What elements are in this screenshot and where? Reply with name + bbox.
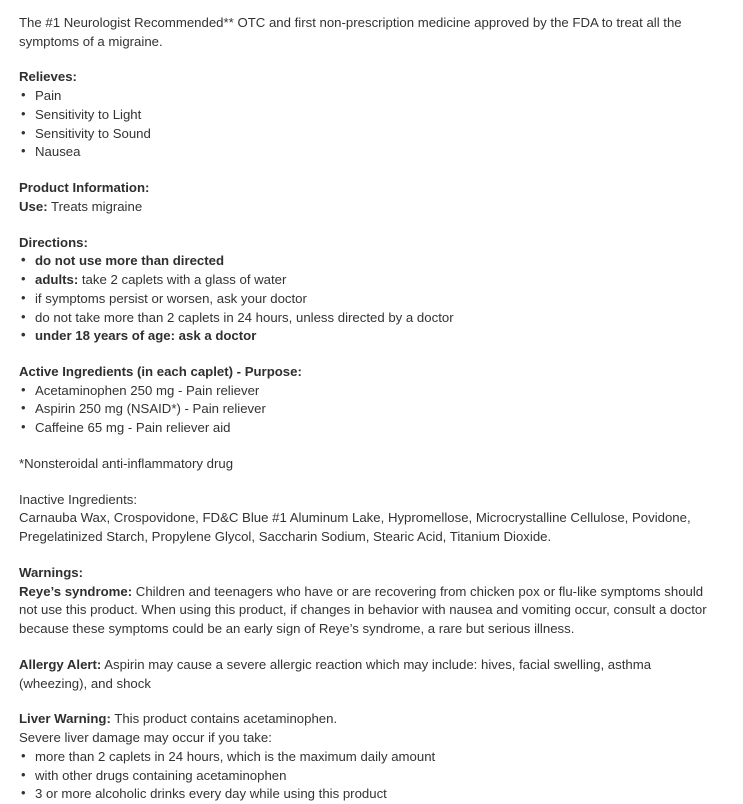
inactive-ingredients-section (19, 491, 721, 547)
relieves-section (19, 68, 721, 162)
product-use-value: Treats migraine (51, 198, 143, 214)
allergy-alert-warning (19, 656, 721, 693)
list-item: • more than 2 caplets in 24 hours, which is the maximum daily amount (19, 748, 721, 767)
intro-paragraph: The #1 Neurologist Recommended** OTC and first non-prescription medicine approved by the FDA to treat all the symptoms of a migraine. (19, 15, 682, 49)
active-ingredients-heading: Active Ingredients (in each caplet) - Purpose: (19, 364, 302, 380)
list-item-lead: adults: (35, 272, 79, 288)
list-item: • Caffeine 65 mg - Pain reliever aid (19, 419, 721, 438)
relieves-heading: Relieves: (19, 69, 77, 85)
directions-list (19, 252, 721, 346)
active-ingredients-list (19, 382, 721, 438)
liver-warning-list (19, 748, 721, 804)
product-use-line (19, 198, 721, 217)
list-item: • Sensitivity to Sound (19, 125, 721, 144)
product-use-label: Use: (19, 198, 48, 214)
allergy-alert-section (19, 656, 721, 693)
warnings-section (19, 564, 721, 639)
list-item: • 3 or more alcoholic drinks every day while using this product (19, 785, 721, 804)
list-item: • if symptoms persist or worsen, ask your doctor (19, 290, 721, 309)
inactive-ingredients-body: Carnauba Wax, Crospovidone, FD&C Blue #1 Aluminum Lake, Hypromellose, Microcrystalline Cellulose, Povidone, Pregelatinized Starch, Propylene Glycol, Saccharin Sodium, Stearic Acid, Titanium Dioxide. (19, 510, 691, 545)
reyes-syndrome-body: Children and teenagers who have or are recovering from chicken pox or flu-like symptoms should not use this product. When using this product, if changes in behavior with nausea and vomiting occur, consult a doctor because these symptoms could be an early sign of Reye’s syndrome, a rare but serious illness. (19, 583, 707, 637)
nsaid-footnote: *Nonsteroidal anti-inflammatory drug (19, 455, 234, 471)
liver-warning-body: This product contains acetaminophen. (110, 711, 338, 727)
nsaid-footnote-section (19, 455, 721, 474)
allergy-alert-body: Aspirin may cause a severe allergic reaction which may include: hives, facial swelling, asthma (wheezing), and shock (19, 656, 652, 691)
list-item: • Aspirin 250 mg (NSAID*) - Pain reliever (19, 400, 721, 419)
liver-warning-subline: Severe liver damage may occur if you take: (19, 730, 272, 746)
directions-section (19, 234, 721, 346)
list-item: • do not use more than directed (19, 252, 721, 271)
relieves-list (19, 87, 721, 162)
inactive-ingredients-heading: Inactive Ingredients: (19, 491, 138, 507)
list-item: • Sensitivity to Light (19, 106, 721, 125)
allergy-alert-label: Allergy Alert: (19, 656, 102, 672)
warnings-heading: Warnings: (19, 564, 83, 580)
liver-warning-label: Liver Warning: (19, 711, 111, 727)
list-item (19, 271, 721, 290)
list-item: • under 18 years of age: ask a doctor (19, 327, 721, 346)
product-information-heading: Product Information: (19, 180, 150, 196)
list-item: • Acetaminophen 250 mg - Pain reliever (19, 382, 721, 401)
product-information-section (19, 179, 721, 216)
list-item-text: take 2 caplets with a glass of water (78, 272, 287, 288)
list-item: • with other drugs containing acetaminophen (19, 767, 721, 786)
reyes-syndrome-label: Reye’s syndrome: (19, 583, 133, 599)
list-item: • Pain (19, 87, 721, 106)
liver-warning-line (19, 710, 721, 729)
list-item: • Nausea (19, 143, 721, 162)
active-ingredients-section (19, 363, 721, 438)
reyes-syndrome-warning (19, 583, 721, 639)
list-item: • do not take more than 2 caplets in 24 hours, unless directed by a doctor (19, 309, 721, 328)
directions-heading: Directions: (19, 234, 88, 250)
